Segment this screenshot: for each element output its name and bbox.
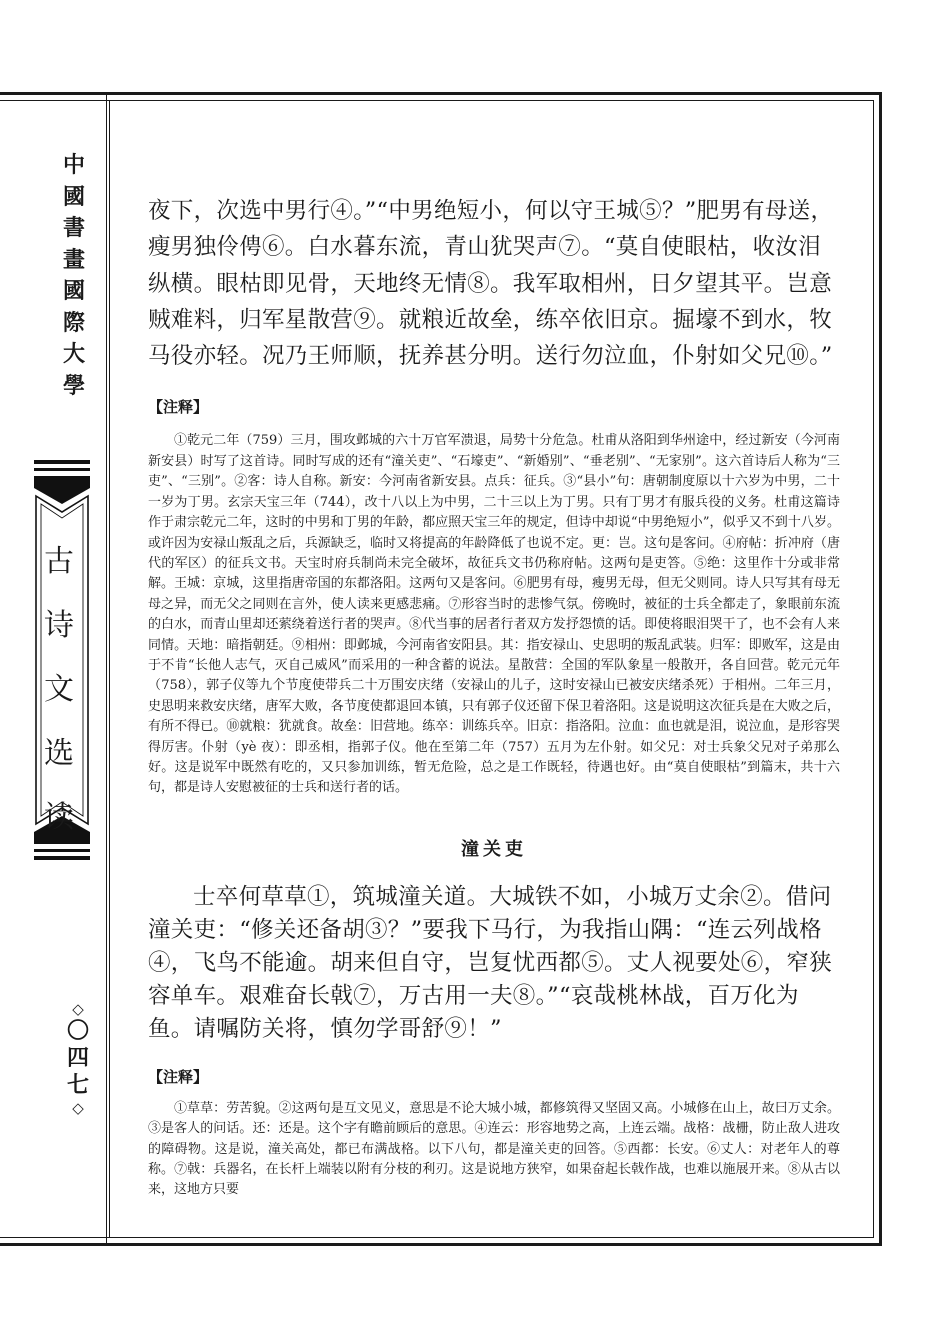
- school-char: 書: [62, 215, 85, 241]
- poem-title-tongguanli: 潼关吏: [461, 838, 527, 860]
- school-char: 學: [62, 372, 85, 399]
- book-title-char: 选: [44, 736, 74, 771]
- book-title-char: 读: [44, 800, 74, 835]
- school-char: 國: [62, 278, 85, 304]
- sidebar-divider-inner: [109, 100, 110, 1238]
- poem-text-tongguanli: 士卒何草草①，筑城潼关道。大城铁不如，小城万丈余②。借问潼关吏：“修关还备胡③？”要我下马行，为我指山隅：“连云列战格④，飞鸟不能逾。胡来但自守，岂复忧西都⑤。丈人视要处⑥，窄狭容单车。艰难奋长戟⑦，万古用一夫⑧。”“哀哉桃林战，百万化为鱼。请嘱防关将，慎勿学哥舒⑨！”: [148, 883, 833, 1042]
- page-number-char: 四: [66, 1045, 89, 1071]
- school-char: 際: [62, 309, 85, 336]
- book-title-char: 文: [44, 672, 74, 707]
- book-title-char: 古: [44, 544, 74, 579]
- notes-heading: 【注释】: [148, 1067, 209, 1086]
- sidebar-divider: [106, 92, 107, 1246]
- main-content: [148, 193, 840, 1201]
- school-name: [54, 150, 94, 402]
- school-char: 大: [62, 341, 85, 367]
- notes-text: ①乾元二年（759）三月，围攻邺城的六十万官军溃退，局势十分危急。杜甫从洛阳到华州途中，经过新安（今河南新安县）时写了这首诗。同时写成的还有“潼关吏”、“石壕吏”、“新婚别”、“垂老别”、“无家别”。这六首诗后人称为“三吏”、“三别”。②客：诗人自称。新安：今河南省新安县。点兵：征兵。③“县小”句：唐朝制度原以十六岁为中男，二十一岁为丁男。玄宗天宝三年（744），改十八以上为中男，二十三以上为丁男。只有丁男才有服兵役的义务。杜甫这篇诗作于肃宗乾元二年，这时的中男和丁男的年龄，都应照天宝三年的规定，但诗中却说“中男绝短小”，似乎又不到十八岁。或许因为安禄山叛乱之后，兵源缺乏，临时又将提高的年龄降低了也说不定。更：岂。这句是客问。④府帖：折冲府（唐代的军区）的征兵文书。天宝时府兵制尚未完全破坏，故征兵文书仍称府帖。这两句是吏答。⑤绝：这里作十分或非常解。王城：京城，这里指唐帝国的东都洛阳。这两句又是客问。⑥肥男有母，瘦男无母，但无父则同。诗人只写其有母无母之异，而无父之同则在言外，使人读来更感悲痛。⑦形容当时的悲惨气氛。傍晚时，被征的士兵全都走了，象眼前东流的白水，而青山里却还萦绕着送行者的哭声。⑧代当事的居者行者双方发抒怨愤的话。即使将眼泪哭干了，也不会有人来同情。天地：暗指朝廷。⑨相州：即邺城，今河南省安阳县。其：指安禄山、史思明的叛乱武装。归军：即败军，这是由于不肯“长他人志气，灭自己威风”而采用的一种含蓄的说法。星散营：全国的军队象星一般散开，各自回营。乾元元年（758），郭子仪等九个节度使带兵二十万围安庆绪（安禄山的儿子，这时安禄山已被安庆绪杀死）于相州。二年三月，史思明来救安庆绪，唐军大败，各节度使都退回本镇，只有郭子仪还留下保卫着洛阳。这是说明这次征兵是在大败之后，有所不得已。⑩就粮：犹就食。故垒：旧营地。练卒：训练兵卒。旧京：指洛阳。泣血：血也就是泪，说泣血，是形容哭得厉害。仆射（yè 夜）：即丞相，指郭子仪。他在至第二年（757）五月为左仆射。如父兄：对士兵象父兄对子弟那么好。这是说军中既然有吃的，又只参加训练，暂无危险，总之是工作既轻，待遇也好。由“莫自使眼枯”到篇末，共十六句，都是诗人安慰被征的士兵和送行者的话。: [148, 433, 840, 796]
- book-title-char: 诗: [44, 608, 74, 643]
- poem-text-xinan: 夜下，次选中男行④。”“中男绝短小，何以守王城⑤？”肥男有母送，瘦男独伶俜⑥。白水暮东流，青山犹哭声⑦。“莫自使眼枯，收汝泪纵横。眼枯即见骨，天地终无情⑧。我军取相州，日夕望其平。岂意贼难料，归军星散营⑨。就粮近故垒，练卒依旧京。掘壕不到水，牧马役亦轻。况乃王师顺，抚养甚分明。送行勿泣血，仆射如父兄⑩。”: [148, 198, 834, 370]
- school-char: 畫: [62, 246, 85, 273]
- book-title: [38, 530, 80, 850]
- notes-heading: 【注释】: [148, 398, 209, 417]
- diamond-icon: ◇: [72, 1099, 84, 1117]
- page-number-char: 七: [66, 1072, 89, 1098]
- school-char: 國: [62, 183, 85, 210]
- notes-text: ①草草：劳苦貌。②这两句是互文见义，意思是不论大城小城，都修筑得又坚固又高。小城修在山上，故曰万丈余。③是客人的问话。还：还是。这个字有瞻前顾后的意思。④连云：形容地势之高，上连云端。战格：战栅，防止敌人进攻的障碍物。这是说，潼关高处，都已布满战格。以下八句，都是潼关吏的回答。⑤西都：长安。⑥丈人：对老年人的尊称。⑦戟：兵器名，在长杆上端装以附有分枝的利刃。这是说地方狭窄，如果奋起长戟作战，也难以施展开来。⑧从古以来，这地方只要: [148, 1100, 840, 1198]
- page-number-char: 〇: [66, 1018, 89, 1044]
- book-title-panel: [16, 460, 102, 860]
- school-char: 中: [62, 152, 85, 178]
- diamond-icon: ◇: [72, 1000, 84, 1018]
- page-number: [58, 1000, 98, 1117]
